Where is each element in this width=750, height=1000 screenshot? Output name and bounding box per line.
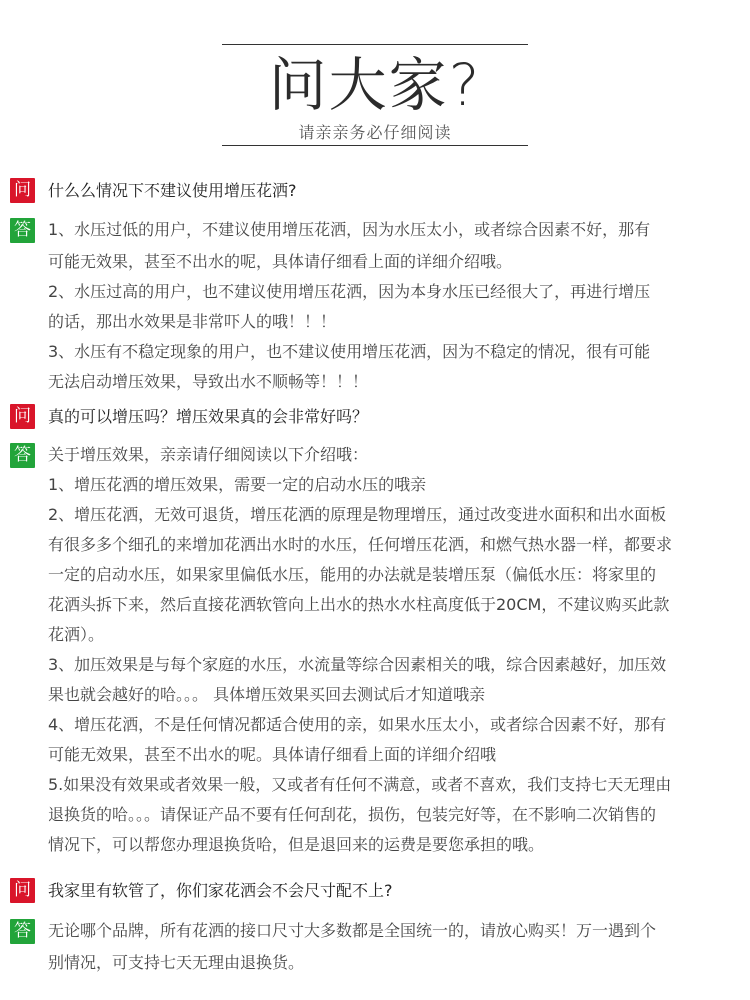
- answer-line: 花洒）。: [48, 625, 105, 644]
- question-badge: 问: [10, 878, 35, 903]
- answer-line: 关于增压效果，亲亲请仔细阅读以下介绍哦：: [48, 445, 369, 464]
- answer-line: 退换货的哈。。。请保证产品不要有任何刮花，损伤，包装完好等，在不影响二次销售的: [48, 805, 657, 824]
- answer-line: 一定的启动水压，如果家里偏低水压，能用的办法就是装增压泵（偏低水压：将家里的: [48, 565, 657, 584]
- answer-line: 无论哪个品牌，所有花洒的接口尺寸大多数都是全国统一的，请放心购买！万一遇到个: [48, 921, 657, 940]
- answer-line: 3、加压效果是与每个家庭的水压，水流量等综合因素相关的哦，综合因素越好，加压效: [48, 655, 667, 674]
- answer-line: 2、水压过高的用户，也不建议使用增压花洒，因为本身水压已经很大了，再进行增压: [48, 282, 651, 301]
- answer-line: 可能无效果，甚至不出水的呢。具体请仔细看上面的详细介绍哦: [48, 745, 497, 764]
- page-subtitle: 请亲亲务必仔细阅读: [298, 123, 452, 142]
- question-text: 真的可以增压吗？增压效果真的会非常好吗？: [48, 407, 369, 426]
- answer-line: 无法启动增压效果，导致出水不顺畅等！！！: [48, 372, 369, 391]
- answer-line: 3、水压有不稳定现象的用户，也不建议使用增压花洒，因为不稳定的情况，很有可能: [48, 342, 651, 361]
- page-header: [0, 0, 750, 150]
- answer-badge: 答: [10, 218, 35, 243]
- answer-line: 别情况，可支持七天无理由退换货。: [48, 953, 305, 972]
- question-badge: 问: [10, 404, 35, 429]
- answer-line: 可能无效果，甚至不出水的呢，具体请仔细看上面的详细介绍哦。: [48, 252, 513, 271]
- header-top-rule: [222, 44, 528, 45]
- answer-badge: 答: [10, 443, 35, 468]
- answer-badge: 答: [10, 919, 35, 944]
- answer-line: 5.如果没有效果或者效果一般，又或者有任何不满意，或者不喜欢，我们支持七天无理由: [48, 775, 672, 794]
- answer-line: 的话，那出水效果是非常吓人的哦！！！: [48, 312, 337, 331]
- question-badge: 问: [10, 178, 35, 203]
- question-text: 什么么情况下不建议使用增压花洒?: [48, 181, 297, 200]
- answer-line: 2、增压花洒，无效可退货，增压花洒的原理是物理增压，通过改变进水面积和出水面板: [48, 505, 667, 524]
- answer-line: 果也就会越好的哈。。。 具体增压效果买回去测试后才知道哦亲: [48, 685, 486, 704]
- answer-line: 4、增压花洒，不是任何情况都适合使用的亲，如果水压太小，或者综合因素不好，那有: [48, 715, 667, 734]
- answer-line: 有很多多个细孔的来增加花洒出水时的水压，任何增压花洒，和燃气热水器一样，都要求: [48, 535, 673, 554]
- answer-line: 1、水压过低的用户，不建议使用增压花洒，因为水压太小，或者综合因素不好，那有: [48, 220, 651, 239]
- page-title: 问大家?: [268, 51, 482, 119]
- header-bottom-rule: [222, 145, 528, 146]
- answer-line: 1、增压花洒的增压效果，需要一定的启动水压的哦亲: [48, 475, 427, 494]
- answer-line: 情况下，可以帮您办理退换货哈，但是退回来的运费是要您承担的哦。: [48, 835, 545, 854]
- question-text: 我家里有软管了，你们家花洒会不会尺寸配不上?: [48, 881, 393, 900]
- answer-line: 花洒头拆下来，然后直接花洒软管向上出水的热水水柱高度低于20CM，不建议购买此款: [48, 595, 670, 614]
